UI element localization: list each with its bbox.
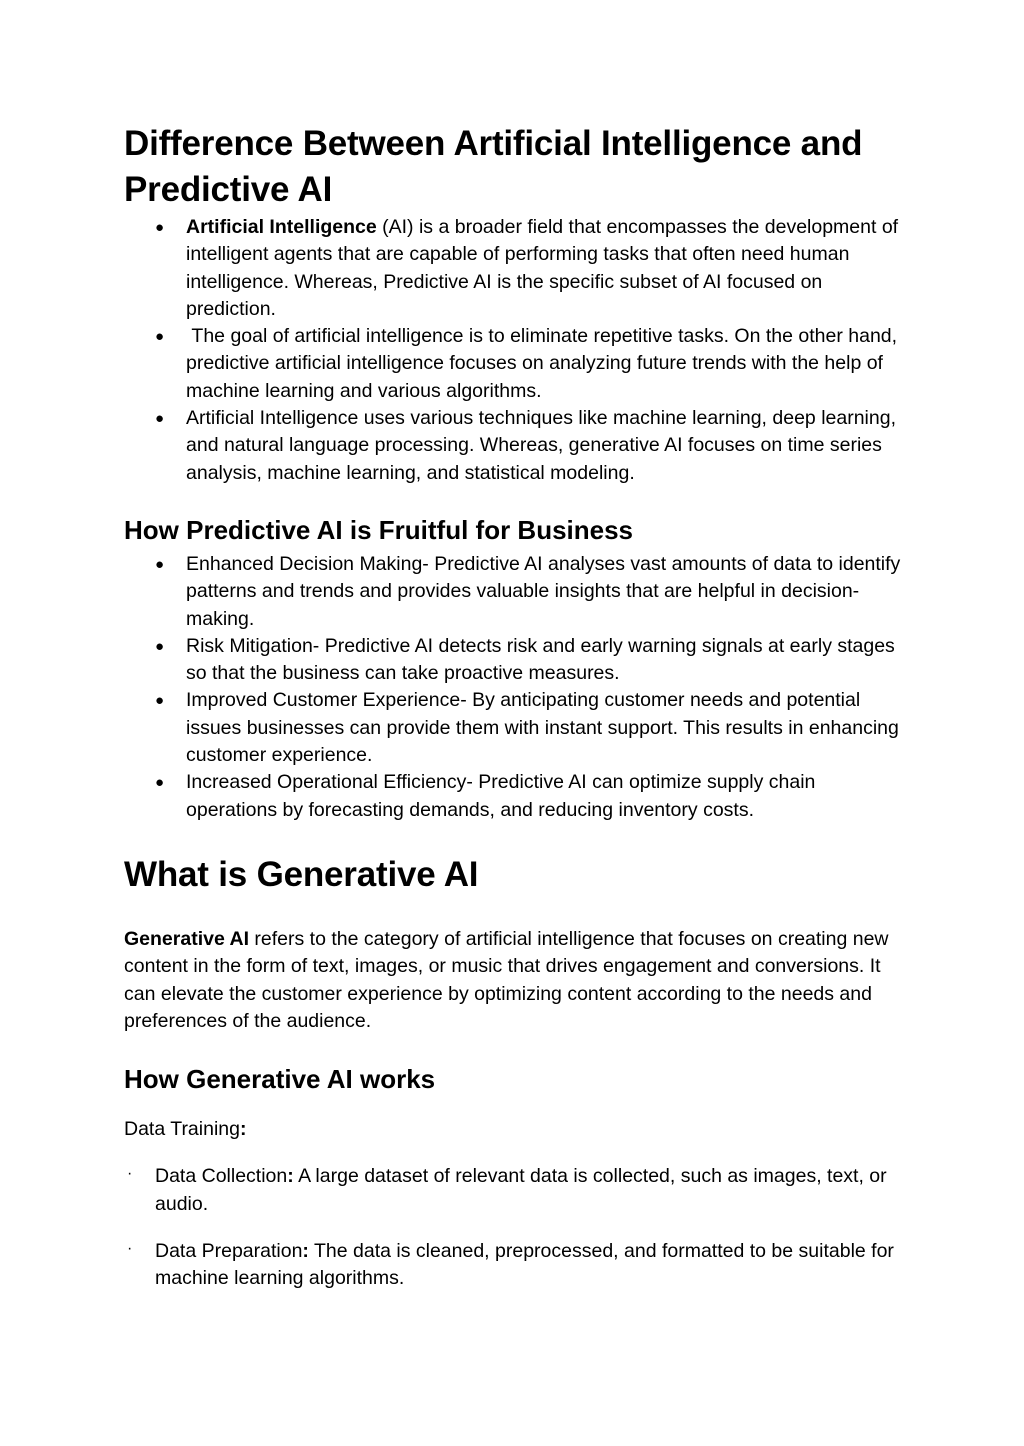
list-item (124, 323, 904, 405)
section-title-generative-ai: What is Generative AI (124, 854, 479, 894)
section-title-how-generative-works: How Generative AI works (124, 1064, 436, 1095)
title-line-1: Difference Between Artificial Intelligence and (124, 124, 863, 163)
document-page (124, 0, 904, 1313)
bullet-icon: ● (155, 692, 165, 710)
bullet-icon: ● (155, 555, 165, 573)
predictive-business-list (124, 551, 904, 824)
list-item (124, 769, 904, 824)
bullet-icon: ● (155, 774, 165, 792)
term-bold: Artificial Intelligence (186, 216, 377, 238)
item-colon: : (287, 1165, 294, 1188)
bullet-icon: ● (155, 410, 165, 428)
middot-icon: · (127, 1240, 133, 1258)
bullet-icon: ● (155, 328, 165, 346)
item-colon: : (302, 1240, 309, 1263)
middot-icon: · (127, 1165, 133, 1183)
list-item (124, 1238, 904, 1293)
list-item (124, 1163, 904, 1218)
list-item-text: Increased Operational Efficiency- Predictive AI can optimize supply chain operations by forecasting demands, and reducing inventory costs. (186, 771, 816, 821)
item-label: Data Collection (155, 1165, 288, 1188)
item-label: Data Preparation (155, 1240, 303, 1263)
subhead-colon: : (239, 1118, 247, 1141)
section-title-ai-vs-predictive (124, 121, 904, 213)
data-training-subhead (124, 1116, 904, 1143)
list-item (124, 551, 904, 633)
list-item (124, 214, 904, 323)
bullet-icon: ● (155, 637, 165, 655)
list-item-text: Risk Mitigation- Predictive AI detects risk and early warning signals at early stages so that the business can take proactive measures. (186, 634, 895, 685)
list-item-text: Improved Customer Experience- By anticipating customer needs and potential issues businesses can provide them with instant support. This results in enhancing customer experience. (186, 689, 899, 767)
term-bold: Generative AI (124, 927, 249, 950)
item-text: A large dataset of relevant data is collected, such as images, text, or audio. (155, 1165, 887, 1215)
generative-ai-paragraph (124, 926, 904, 1035)
section-title-predictive-business: How Predictive AI is Fruitful for Business (124, 514, 634, 545)
list-item-text: Enhanced Decision Making- Predictive AI analyses vast amounts of data to identify patterns and trends and provides valuable insights that are helpful in decision-making. (186, 552, 901, 630)
list-item-text: The goal of artificial intelligence is to eliminate repetitive tasks. On the other hand, predictive artificial intelligence focuses on analyzing future trends with the help of machine learning and various algorithms. (186, 325, 903, 402)
subhead-text: Data Training (124, 1118, 240, 1141)
title-line-2: Predictive AI (124, 170, 333, 209)
list-item (124, 687, 904, 769)
bullet-icon: ● (155, 219, 165, 236)
ai-vs-predictive-list (124, 214, 904, 487)
paragraph-text: refers to the category of artificial intelligence that focuses on creating new content in the form of text, images, or music that drives engagement and conversions. It can elevate the customer experience by optimizing content according to the needs and preferences of the audience. (124, 927, 889, 1032)
list-item-text: (AI) is a broader field that encompasses the development of intelligent agents that are capable of performing tasks that often need human intelligence. Whereas, Predictive AI is the specific subset of AI focused on prediction. (186, 216, 899, 320)
list-item-text: Artificial Intelligence uses various techniques like machine learning, deep learning, and natural language processing. Whereas, generative AI focuses on time series analysis, machine learning, and statistical modeling. (186, 407, 896, 484)
item-text: The data is cleaned, preprocessed, and formatted to be suitable for machine learning algorithms. (155, 1240, 894, 1290)
list-item (124, 633, 904, 688)
list-item (124, 405, 904, 487)
data-training-list (124, 1163, 904, 1292)
